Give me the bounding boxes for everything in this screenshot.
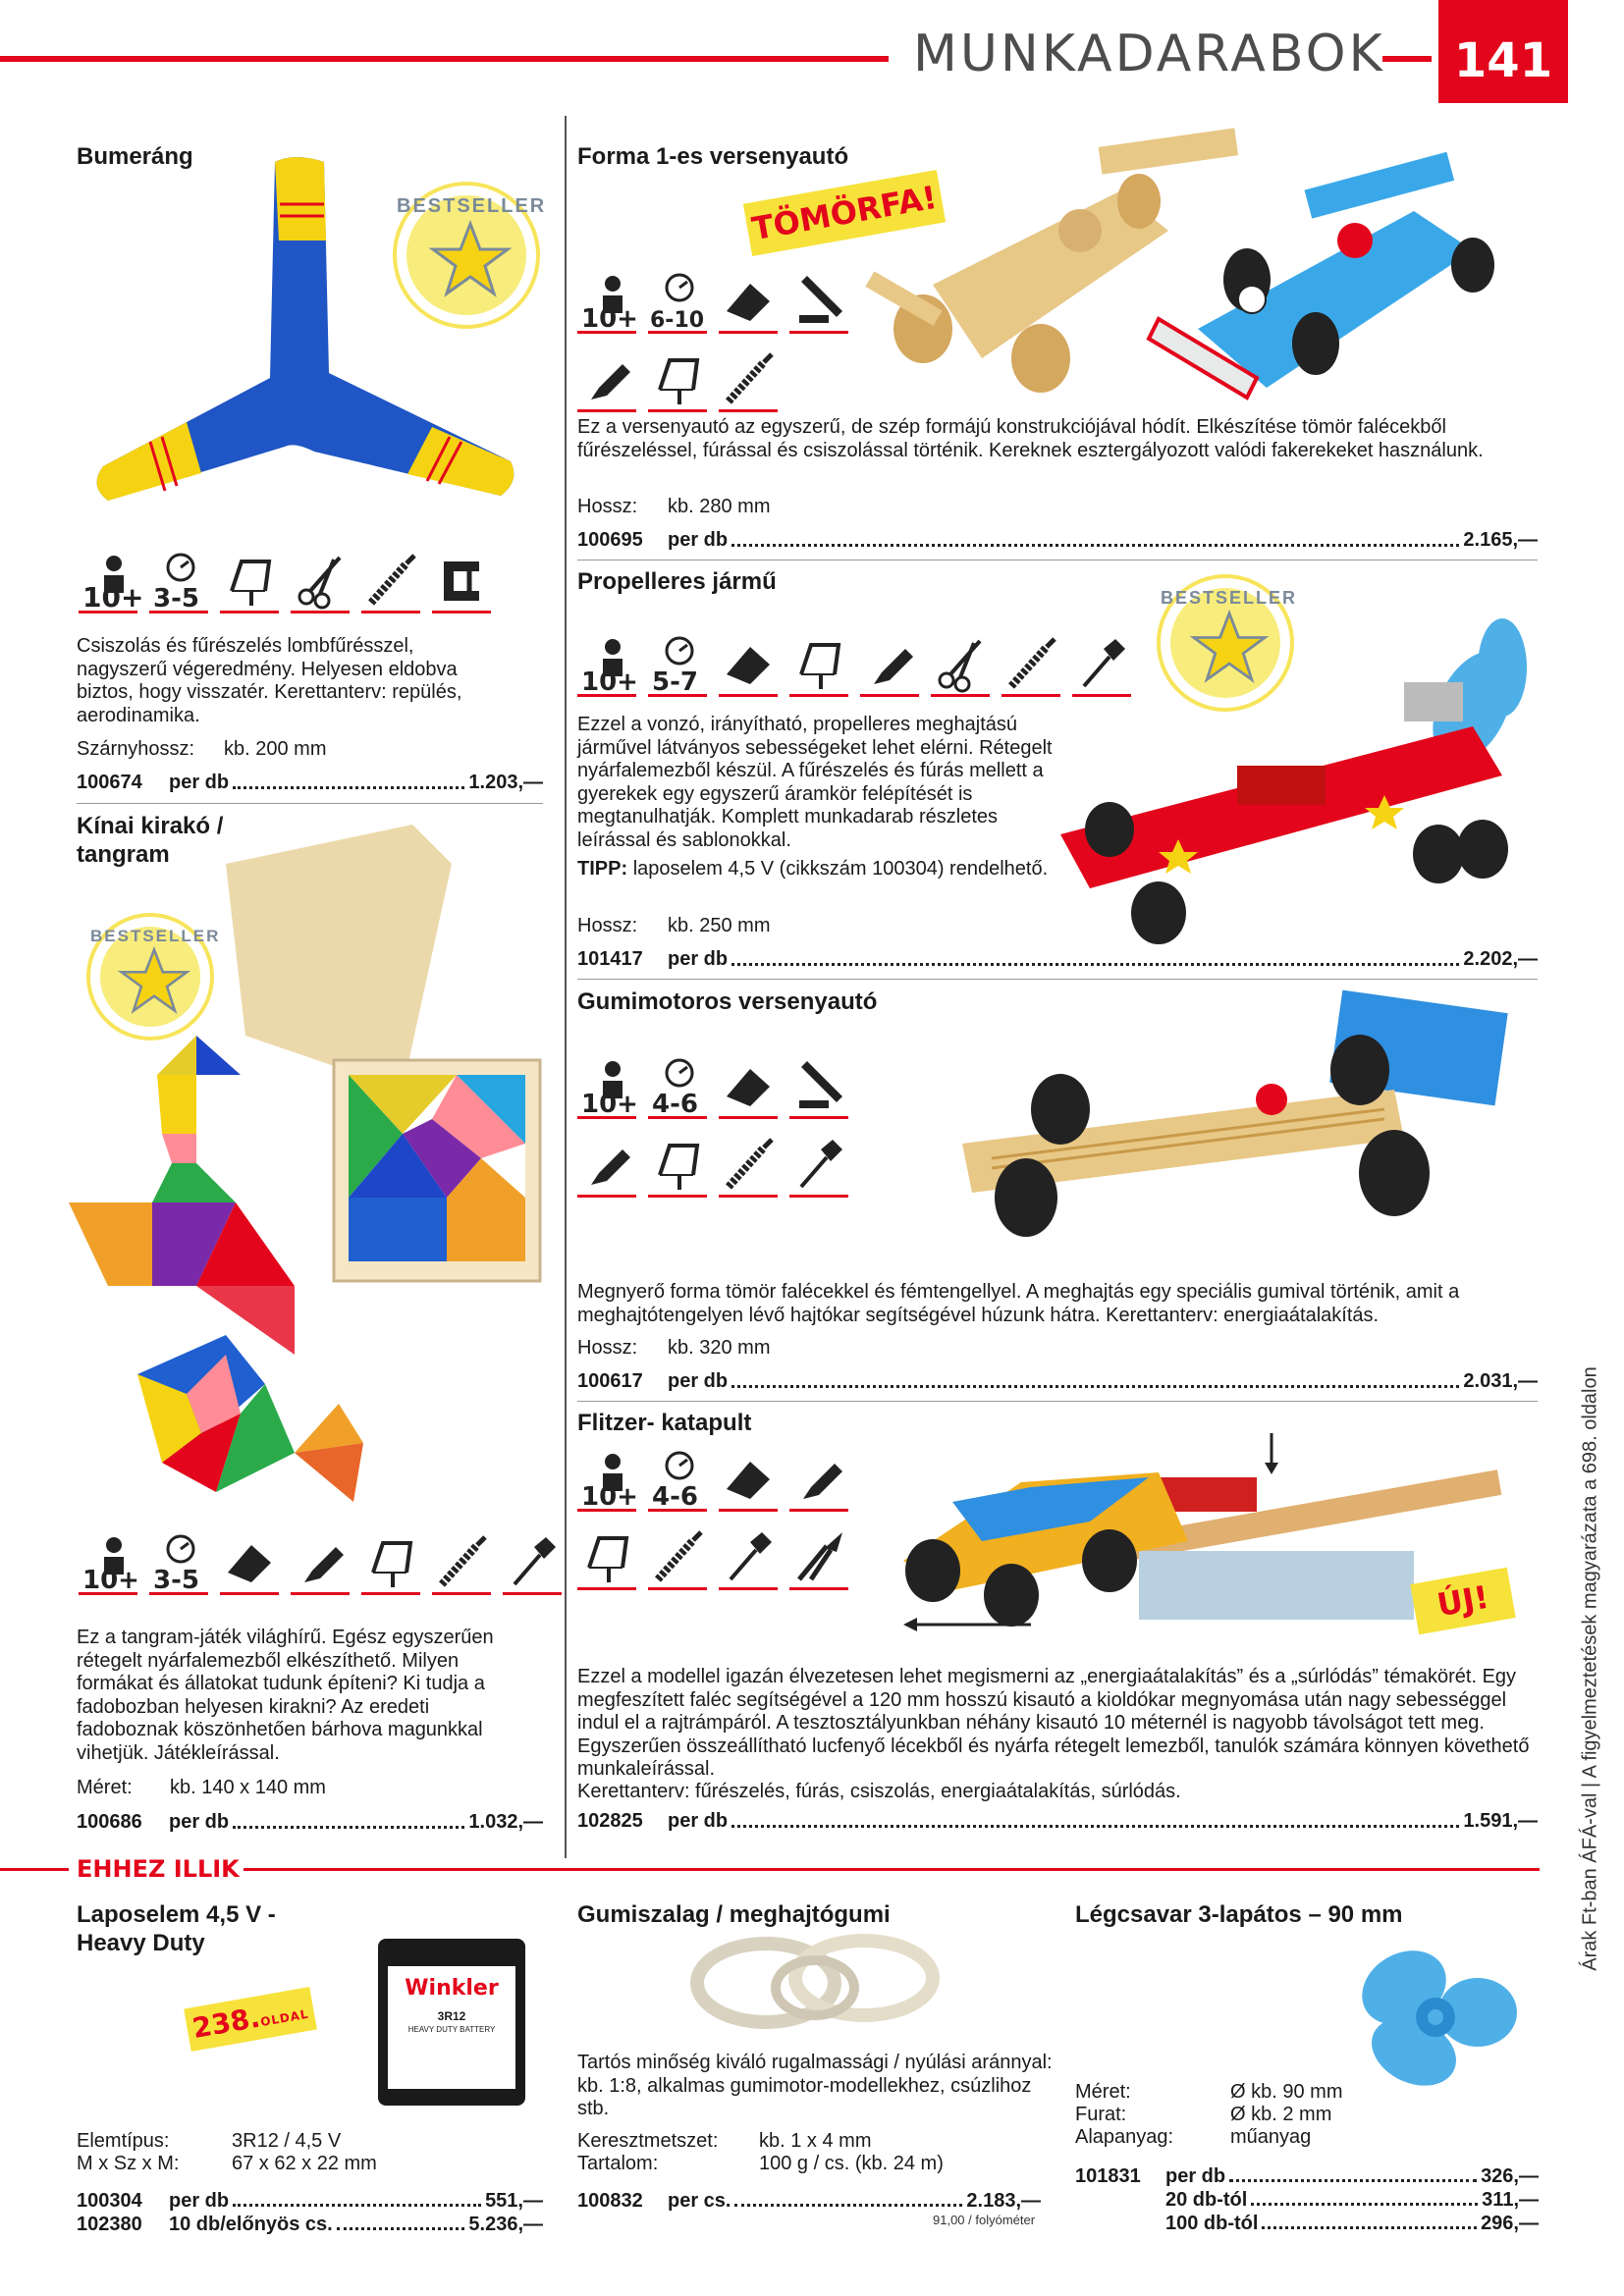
- product-spec: Hossz: kb. 250 mm: [577, 915, 771, 936]
- bestseller-badge: BESTSELLER: [1157, 574, 1294, 712]
- separator: [577, 979, 1538, 980]
- saw-icon: [719, 265, 778, 334]
- skill-icons: [577, 1050, 848, 1207]
- product-description: Ezzel a modellel igazán élvezetesen lehet megismerni az „energiaátalakítás” és a „súrlódás” témakörét. Egy megfeszített faléc segítségével a 120 mm hosszú kisautó a kioldókar megnyomása után nagy sebességgel indul el a rajtrámpáról. A tesztosztályunkban néhány kisautó 10 méternél is nagyobb távolságot tett meg. Egyszerűen összeállítható lucfenyő lécekből és nyárfa rétegelt lemezből, tanulók számára könnyen követhető munkaleírással.: [577, 1666, 1530, 1780]
- product-description: Ez a tangram-játék világhírű. Egész egyszerűen rétegelt nyárfalemezből elkészíthető. Milyen formákat és állatokat tudunk építeni? Ki tudja a fadobozban helyesen kirakni? Az eredeti fadoboznak köszönhetően bárhova magunkkal vihetjük. Játékleírással.: [77, 1627, 494, 1764]
- file-icon: [361, 545, 420, 614]
- section-rule-right: [244, 1868, 1540, 1871]
- header-rule-right: [1382, 56, 1432, 62]
- product-spec: Méret: kb. 140 x 140 mm: [77, 1777, 326, 1798]
- product-spec: Hossz: kb. 280 mm: [577, 496, 771, 517]
- accessory-spec: Méret: Ø kb. 90 mm Furat: Ø kb. 2 mm Alapanyag: műanyag: [1075, 2081, 1343, 2148]
- clock-icon: [149, 1526, 208, 1595]
- price-row: 100304 per db 551,—: [77, 2190, 543, 2212]
- skill-icons: [577, 1443, 848, 1600]
- clock-icon: [648, 1443, 707, 1512]
- saw-icon: [719, 628, 778, 697]
- glue-icon: [291, 1526, 350, 1595]
- separator: [577, 560, 1538, 561]
- tangram-image: [69, 825, 550, 1531]
- product-title: Propelleres jármű: [577, 568, 777, 595]
- svg-text:10+: 10+: [581, 1482, 638, 1512]
- product-title: Gumimotoros versenyautó: [577, 988, 878, 1015]
- age-icon: [577, 265, 636, 334]
- svg-text:4-6: 4-6: [652, 1090, 698, 1119]
- glue-icon: [577, 344, 636, 412]
- file-icon: [432, 1526, 491, 1595]
- fretsaw-icon: [577, 1522, 636, 1590]
- svg-text:10+: 10+: [82, 1566, 139, 1595]
- section-title: EHHEZ ILLIK: [77, 1855, 240, 1883]
- clock-icon: [648, 265, 707, 334]
- price-row: 100695 per db 2.165,—: [577, 529, 1538, 551]
- svg-text:3-5: 3-5: [153, 584, 199, 614]
- new-stamp: ÚJ!: [1410, 1568, 1516, 1635]
- fretsaw-icon: [361, 1526, 420, 1595]
- page-ref-stamp: 238.OLDAL: [184, 1987, 317, 2052]
- svg-text:6-10: 6-10: [650, 308, 705, 333]
- file-icon: [719, 1129, 778, 1198]
- age-icon: [577, 1443, 636, 1512]
- price-row: 20 db-tól 311,—: [1165, 2189, 1539, 2211]
- svg-text:10+: 10+: [581, 667, 638, 697]
- file-icon: [719, 344, 778, 412]
- scissors-icon: [291, 545, 350, 614]
- saw-icon: [719, 1443, 778, 1512]
- sander-icon: [789, 265, 848, 334]
- fretsaw-icon: [789, 628, 848, 697]
- header-rule-left: [0, 56, 889, 62]
- product-description: Ez a versenyautó az egyszerű, de szép formájú konstrukciójával hódít. Elkészítése tömör falécekből fűrészeléssel, fúrással és csiszolással történik. Kereknek esztergályozott valódi fakerekeket használunk.: [577, 416, 1484, 461]
- price-row: 101417 per db 2.202,—: [577, 948, 1538, 970]
- skill-icons: [577, 628, 1131, 707]
- price-row: 100 db-tól 296,—: [1165, 2213, 1539, 2234]
- price-row: 101831 per db 326,—: [1075, 2165, 1539, 2187]
- bestseller-badge: BESTSELLER: [86, 913, 214, 1041]
- clock-icon: [648, 1050, 707, 1119]
- accessory-spec: Keresztmetszet: kb. 1 x 4 mm Tartalom: 100 g / cs. (kb. 24 m): [577, 2130, 944, 2174]
- accessory-title: Légcsavar 3-lapátos – 90 mm: [1075, 1901, 1403, 1928]
- product-description: Megnyerő forma tömör falécekkel és fémtengellyel. A meghajtás egy speciális gumival történik, amit a meghajtótengelyen lévő hajtókar segítségével húzunk hátra. Kerettanterv: energiaátalakítás.: [577, 1281, 1460, 1326]
- fretsaw-icon: [648, 344, 707, 412]
- saw-icon: [220, 1526, 279, 1595]
- column-divider: [565, 116, 567, 1858]
- bestseller-badge: BESTSELLER: [393, 182, 540, 329]
- accessory-title: Gumiszalag / meghajtógumi: [577, 1901, 891, 1928]
- age-icon: [577, 1050, 636, 1119]
- accessory-title: Laposelem 4,5 V - Heavy Duty: [77, 1901, 276, 1956]
- drill-icon: [1072, 628, 1131, 697]
- skill-icons: [577, 265, 848, 422]
- product-description: Csiszolás és fűrészelés lombfűrésszel, nagyszerű végeredmény. Helyesen eldobva biztos, hogy visszatér. Kerettanterv: repülés, aerodinamika.: [77, 635, 462, 726]
- sidebar-note: Árak Ft-ban ÁFÁ-val | A figyelmeztetések magyarázata a 698. oldalon: [1579, 1366, 1601, 1971]
- product-curriculum: Kerettanterv: fűrészelés, fúrás, csiszolás, energiaátalakítás, súrlódás.: [577, 1781, 1181, 1802]
- saw-icon: [719, 1050, 778, 1119]
- drill-icon: [719, 1522, 778, 1590]
- price-row: 100686 per db 1.032,—: [77, 1811, 543, 1833]
- product-title: Kínai kirakó / tangram: [77, 813, 224, 868]
- price-row: 100832 per cs. 2.183,—: [577, 2190, 1041, 2212]
- sander-icon: [789, 1050, 848, 1119]
- glue-icon: [577, 1129, 636, 1198]
- file-icon: [648, 1522, 707, 1590]
- drill-icon: [503, 1526, 562, 1595]
- separator: [577, 1401, 1538, 1402]
- glue-icon: [789, 1443, 848, 1512]
- product-description: Ezzel a vonzó, irányítható, propelleres meghajtású járművel látványos sebességeket lehet elérni. Rétegelt nyárfalemezből készül. A fűrészelés és fúrás mellett a gyerekek egy egyszerű áramkör felépítését is megtanulhatják. Komplett munkadarab részletes leírással és sablonokkal.: [577, 714, 1053, 851]
- svg-text:10+: 10+: [581, 1090, 638, 1119]
- propeller-image: [1345, 1939, 1522, 2091]
- price-row: 100674 per db 1.203,—: [77, 772, 543, 793]
- clamp-icon: [432, 545, 491, 614]
- unit-price-note: 91,00 / folyóméter: [933, 2213, 1036, 2227]
- price-row: 100617 per db 2.031,—: [577, 1370, 1538, 1392]
- product-spec: Szárnyhossz: kb. 200 mm: [77, 738, 327, 760]
- scissors-icon: [931, 628, 990, 697]
- pliers-icon: [789, 1522, 848, 1590]
- price-row: 102825 per db 1.591,—: [577, 1810, 1538, 1832]
- fretsaw-icon: [220, 545, 279, 614]
- svg-text:10+: 10+: [581, 304, 638, 334]
- svg-text:5-7: 5-7: [652, 667, 698, 697]
- product-title: Forma 1-es versenyautó: [577, 143, 849, 170]
- product-title: Bumeráng: [77, 143, 193, 170]
- svg-text:3-5: 3-5: [153, 1566, 199, 1595]
- age-icon: [577, 628, 636, 697]
- rubber-racer-image: [952, 1001, 1512, 1252]
- product-tip: TIPP: laposelem 4,5 V (cikkszám 100304) rendelhető.: [577, 858, 1049, 880]
- drill-icon: [789, 1129, 848, 1198]
- skill-icons: [79, 545, 491, 623]
- product-spec: Hossz: kb. 320 mm: [577, 1337, 771, 1359]
- age-icon: [79, 1526, 137, 1595]
- price-row: 102380 10 db/előnyös cs. 5.236,—: [77, 2214, 543, 2235]
- clock-icon: [648, 628, 707, 697]
- file-icon: [1001, 628, 1060, 697]
- skill-icons: [79, 1526, 562, 1605]
- formula-car-image: [864, 133, 1551, 412]
- rubber-band-image: [687, 1929, 943, 2037]
- separator: [77, 803, 543, 804]
- section-rule-left: [0, 1868, 69, 1871]
- battery-image: Winkler 3R12 HEAVY DUTY BATTERY: [378, 1939, 525, 2106]
- accessory-spec: Elemtípus: 3R12 / 4,5 V M x Sz x M: 67 x 62 x 22 mm: [77, 2130, 377, 2174]
- accessory-description: Tartós minőség kiváló rugalmassági / nyúlási aránnyal: kb. 1:8, alkalmas gumimotor-modellekhez, csúzlihoz stb.: [577, 2052, 1053, 2119]
- product-title: Flitzer- katapult: [577, 1410, 752, 1436]
- clock-icon: [149, 545, 208, 614]
- svg-text:10+: 10+: [82, 581, 144, 614]
- glue-icon: [860, 628, 919, 697]
- svg-text:4-6: 4-6: [652, 1482, 698, 1512]
- solid-wood-stamp: TÖMÖRFA!: [743, 170, 946, 256]
- fretsaw-icon: [648, 1129, 707, 1198]
- page-number: 141: [1438, 0, 1568, 103]
- age-icon: [79, 545, 144, 614]
- page-title: MUNKADARABOK: [913, 25, 1385, 83]
